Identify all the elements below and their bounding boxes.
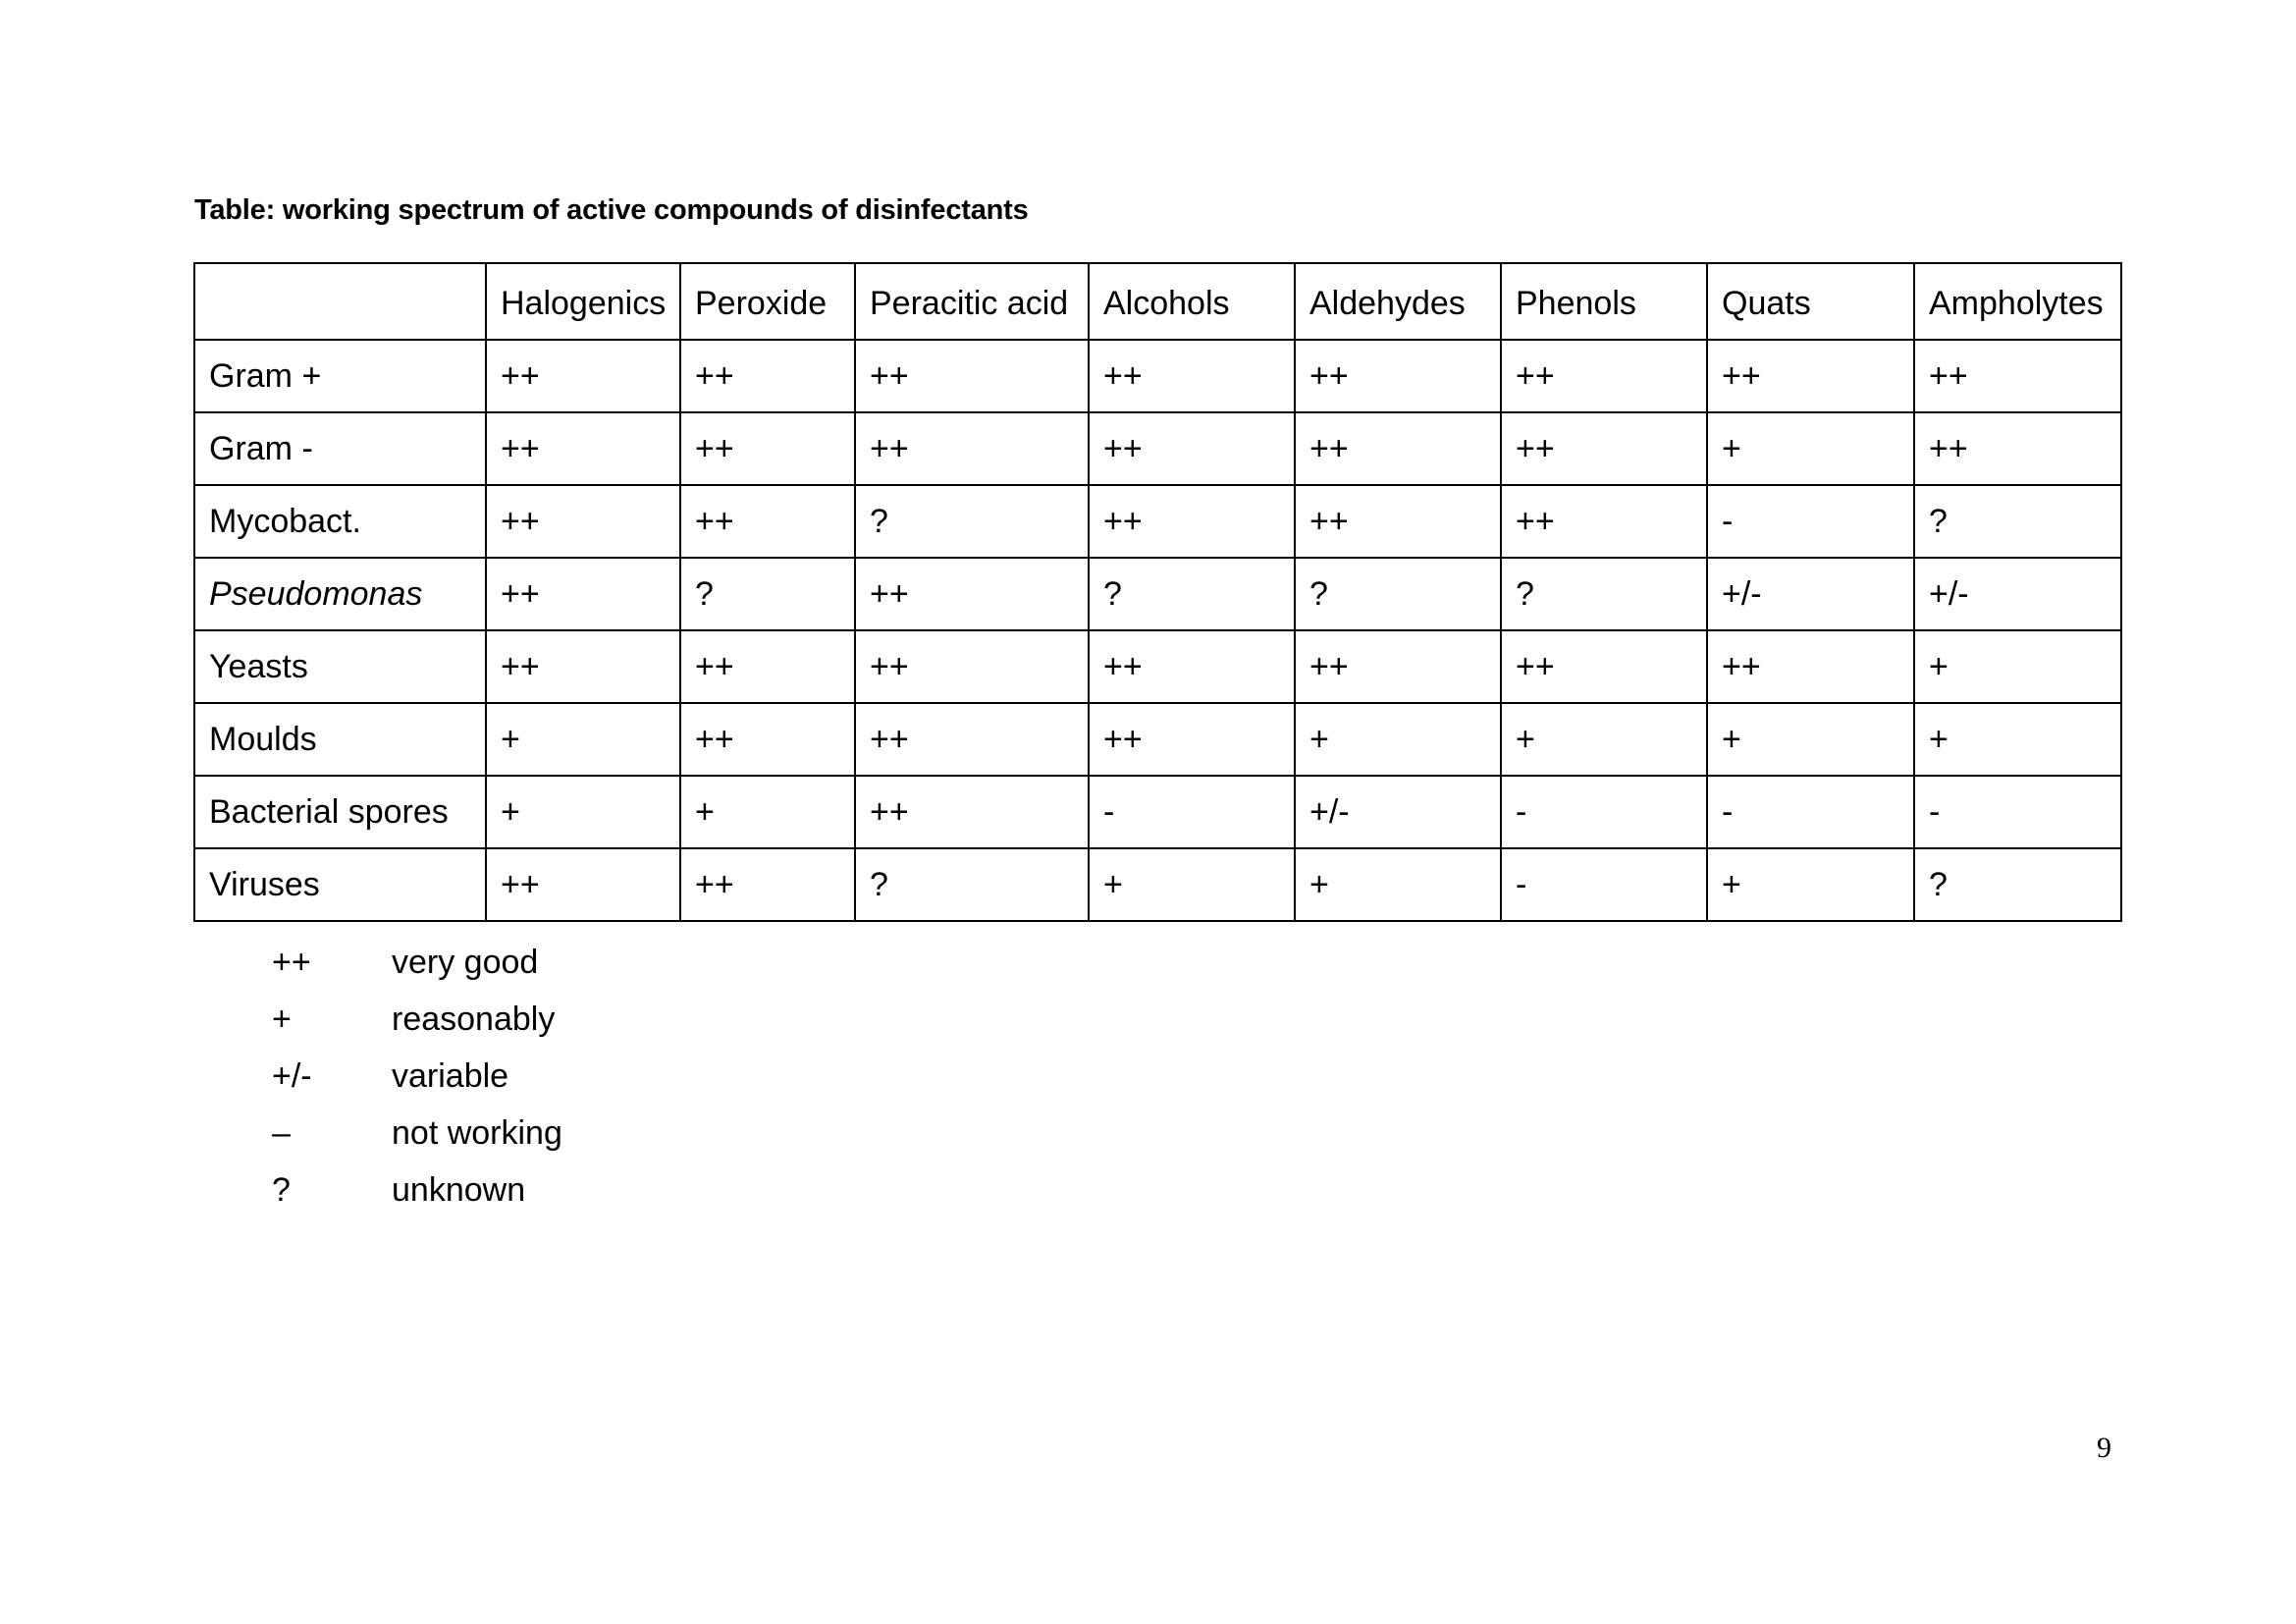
table-cell: ?: [1501, 558, 1707, 630]
table-cell: ++: [1089, 485, 1295, 558]
table-row: [194, 340, 2121, 412]
table-cell: ++: [486, 630, 680, 703]
table-cell: ++: [1914, 412, 2121, 485]
table-row: [194, 412, 2121, 485]
table-row: [194, 485, 2121, 558]
row-label: Bacterial spores: [194, 776, 486, 848]
table-row: [194, 630, 2121, 703]
disinfectant-spectrum-table: [193, 262, 2122, 922]
legend-item: [272, 991, 562, 1048]
table-cell: -: [1501, 848, 1707, 921]
table-cell: ++: [1089, 412, 1295, 485]
table-cell: ++: [486, 412, 680, 485]
column-header: Aldehydes: [1295, 263, 1501, 340]
table-cell: ++: [680, 340, 855, 412]
table-cell: +: [1295, 703, 1501, 776]
table-cell: +: [1295, 848, 1501, 921]
table-row: [194, 703, 2121, 776]
table-row: [194, 848, 2121, 921]
table-cell: ++: [486, 558, 680, 630]
table-row: [194, 558, 2121, 630]
column-header: Alcohols: [1089, 263, 1295, 340]
table-row: [194, 776, 2121, 848]
legend-item: [272, 1162, 562, 1218]
legend-item: [272, 1048, 562, 1105]
table-cell: ++: [486, 485, 680, 558]
column-header: Peroxide: [680, 263, 855, 340]
legend: [272, 934, 562, 1218]
table-cell: ++: [680, 703, 855, 776]
table-cell: ?: [1089, 558, 1295, 630]
table-cell: +/-: [1295, 776, 1501, 848]
table-cell: ++: [855, 776, 1089, 848]
page-number: 9: [2097, 1432, 2111, 1464]
table-cell: ++: [1501, 485, 1707, 558]
row-label: Gram -: [194, 412, 486, 485]
table-cell: -: [1501, 776, 1707, 848]
table-cell: ?: [855, 485, 1089, 558]
table-cell: ++: [1707, 340, 1914, 412]
table-cell: ++: [855, 340, 1089, 412]
table-cell: ++: [1089, 703, 1295, 776]
table-cell: ++: [486, 848, 680, 921]
table-cell: ++: [1089, 630, 1295, 703]
row-label: Moulds: [194, 703, 486, 776]
table-cell: ++: [855, 412, 1089, 485]
table-cell: ++: [486, 340, 680, 412]
table-cell: +: [1501, 703, 1707, 776]
table-cell: ++: [1501, 412, 1707, 485]
table-cell: ++: [1501, 340, 1707, 412]
table-cell: ++: [680, 485, 855, 558]
table-cell: ++: [680, 412, 855, 485]
legend-meaning: reasonably: [392, 1000, 556, 1038]
table-caption: Table: working spectrum of active compounds of disinfectants: [194, 194, 1029, 226]
table-cell: +: [1914, 630, 2121, 703]
table-cell: ?: [680, 558, 855, 630]
table-cell: +/-: [1914, 558, 2121, 630]
table-cell: +: [680, 776, 855, 848]
table-cell: ?: [1295, 558, 1501, 630]
table-cell: ++: [680, 848, 855, 921]
table-cell: ++: [1707, 630, 1914, 703]
legend-meaning: unknown: [392, 1170, 526, 1209]
table-cell: ++: [1501, 630, 1707, 703]
table-cell: ++: [1295, 485, 1501, 558]
legend-meaning: variable: [392, 1056, 509, 1095]
legend-item: [272, 934, 562, 991]
column-header: Halogenics: [486, 263, 680, 340]
legend-meaning: very good: [392, 943, 539, 981]
row-label: Gram +: [194, 340, 486, 412]
table-cell: +: [1707, 848, 1914, 921]
table-cell: -: [1089, 776, 1295, 848]
table-cell: +: [1707, 412, 1914, 485]
column-header: Phenols: [1501, 263, 1707, 340]
column-header: Ampholytes: [1914, 263, 2121, 340]
row-label: Viruses: [194, 848, 486, 921]
legend-symbol: ++: [272, 943, 311, 981]
column-header: Peracitic acid: [855, 263, 1089, 340]
legend-symbol: ?: [272, 1170, 291, 1209]
legend-symbol: –: [272, 1113, 291, 1152]
table-cell: +: [486, 703, 680, 776]
table-cell: ++: [1295, 412, 1501, 485]
table-cell: ?: [1914, 485, 2121, 558]
table-cell: -: [1707, 776, 1914, 848]
table-cell: ++: [1295, 340, 1501, 412]
table-cell: +: [486, 776, 680, 848]
table-cell: ?: [1914, 848, 2121, 921]
table-cell: ++: [1089, 340, 1295, 412]
table-cell: ++: [1295, 630, 1501, 703]
table-cell: -: [1707, 485, 1914, 558]
table-cell: +: [1914, 703, 2121, 776]
row-label: Pseudomonas: [194, 558, 486, 630]
table-cell: ++: [855, 558, 1089, 630]
table-cell: +: [1707, 703, 1914, 776]
table-cell: ++: [680, 630, 855, 703]
table-corner-cell: [194, 263, 486, 340]
table-cell: +/-: [1707, 558, 1914, 630]
table-header-row: [194, 263, 2121, 340]
table-cell: ++: [855, 630, 1089, 703]
table-cell: +: [1089, 848, 1295, 921]
table-cell: ?: [855, 848, 1089, 921]
legend-item: [272, 1105, 562, 1162]
legend-symbol: +: [272, 1000, 292, 1038]
legend-symbol: +/-: [272, 1056, 312, 1095]
table-cell: ++: [855, 703, 1089, 776]
table-cell: -: [1914, 776, 2121, 848]
row-label: Yeasts: [194, 630, 486, 703]
row-label: Mycobact.: [194, 485, 486, 558]
legend-meaning: not working: [392, 1113, 562, 1152]
column-header: Quats: [1707, 263, 1914, 340]
table-cell: ++: [1914, 340, 2121, 412]
